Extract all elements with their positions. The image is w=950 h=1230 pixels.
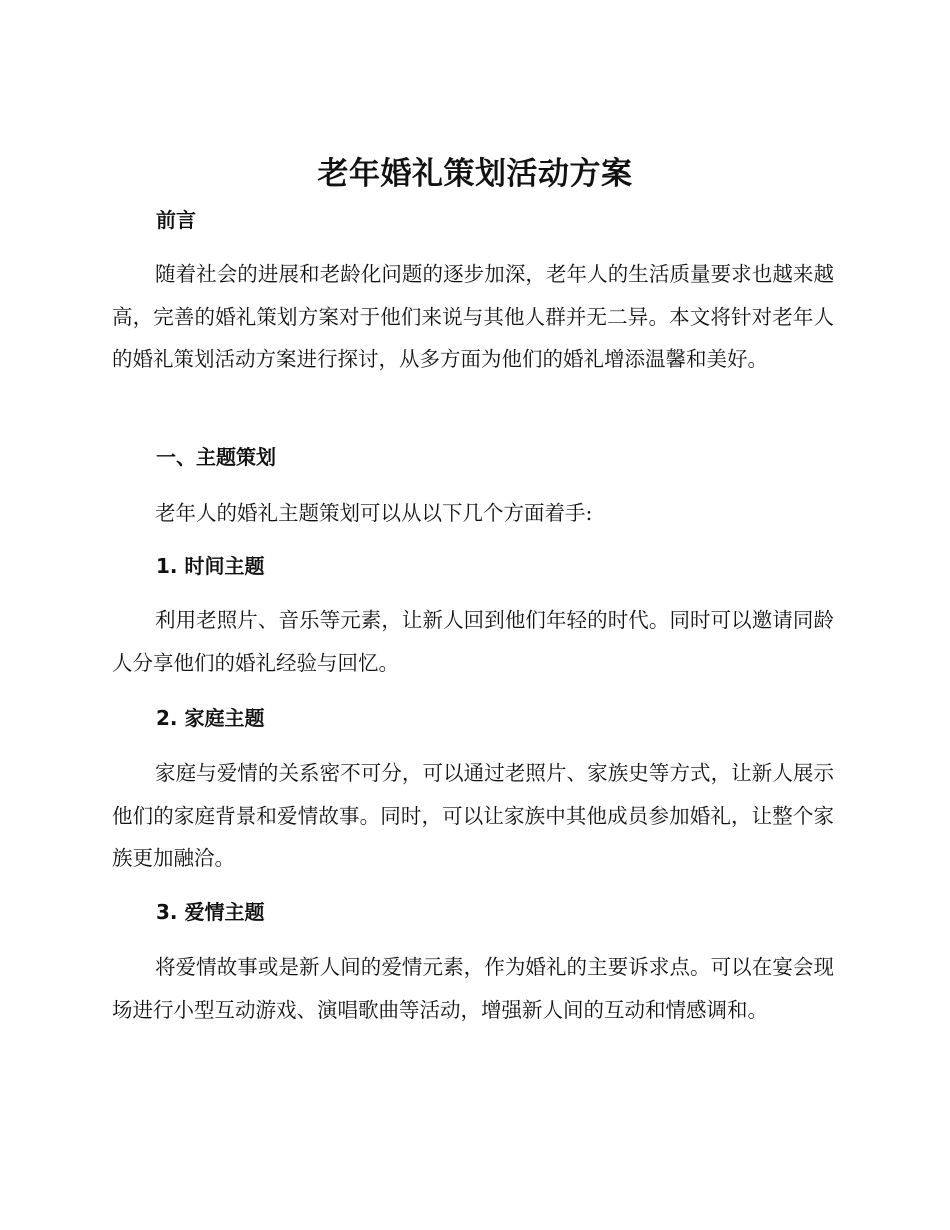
item-heading-family-theme: 2. 家庭主题 — [156, 706, 265, 730]
preface-heading: 前言 — [156, 208, 196, 232]
item-paragraph-time-theme: 利用老照片、音乐等元素，让新人回到他们年轻的时代。同时可以邀请同龄人分享他们的婚礼经验与回忆。 — [112, 608, 834, 675]
item-heading-time-theme: 1. 时间主题 — [156, 554, 265, 578]
section-intro-paragraph: 老年人的婚礼主题策划可以从以下几个方面着手: — [155, 501, 593, 525]
section-heading-theme-planning: 一、主题策划 — [156, 445, 276, 469]
item-paragraph-family-theme: 家庭与爱情的关系密不可分，可以通过老照片、家族史等方式，让新人展示他们的家庭背景和爱情故事。同时，可以让家族中其他成员参加婚礼，让整个家族更加融洽。 — [112, 761, 834, 870]
preface-paragraph: 随着社会的进展和老龄化问题的逐步加深，老年人的生活质量要求也越来越高，完善的婚礼策划方案对于他们来说与其他人群并无二异。本文将针对老年人的婚礼策划活动方案进行探讨，从多方面为他们的婚礼增添温馨和美好。 — [112, 262, 834, 371]
item-paragraph-love-theme: 将爱情故事或是新人间的爱情元素，作为婚礼的主要诉求点。可以在宴会现场进行小型互动游戏、演唱歌曲等活动，增强新人间的互动和情感调和。 — [112, 955, 834, 1022]
document-title: 老年婚礼策划活动方案 — [317, 156, 633, 192]
item-heading-love-theme: 3. 爱情主题 — [156, 900, 265, 924]
